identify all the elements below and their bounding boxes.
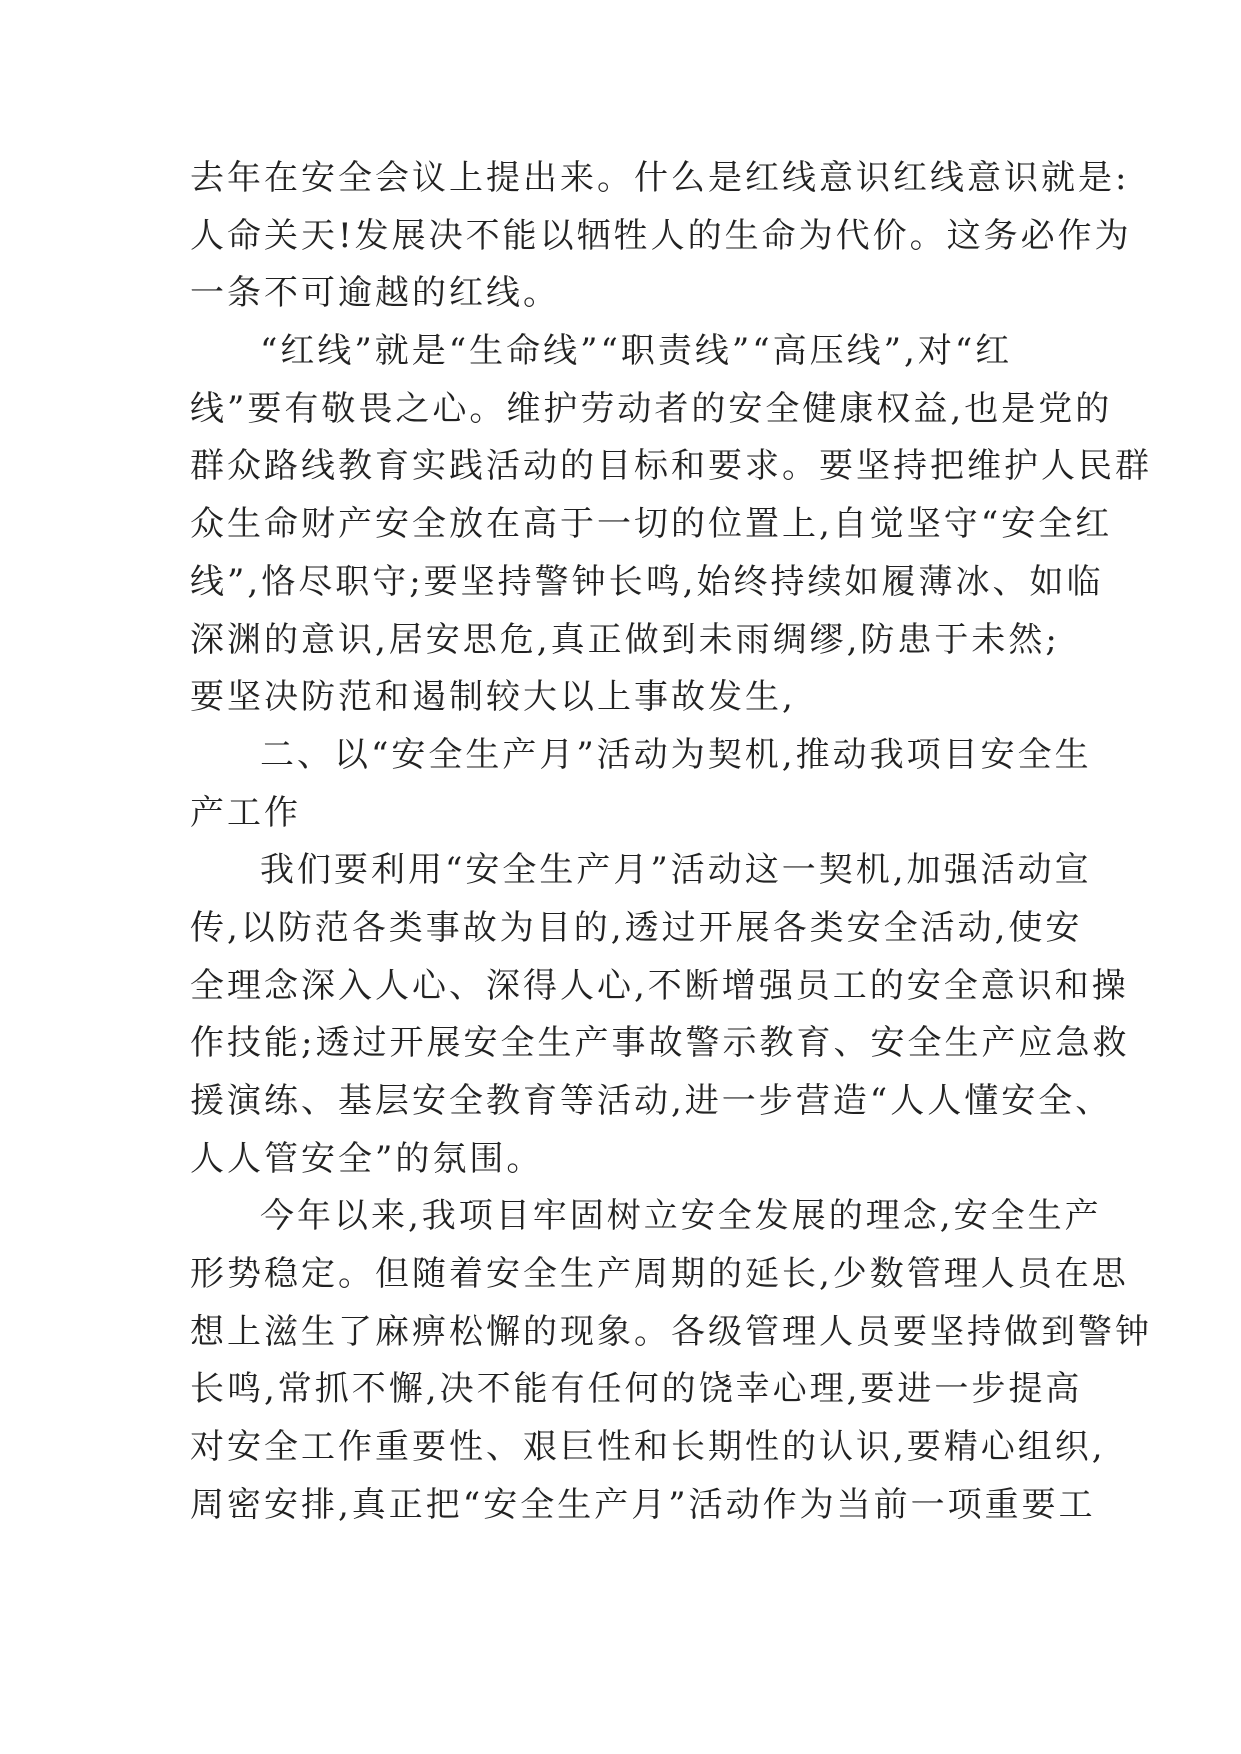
text-line: 传,以防范各类事故为目的,透过开展各类安全活动,使安 bbox=[190, 907, 1083, 948]
text-line: 一条不可逾越的红线。 bbox=[190, 273, 560, 314]
document-body bbox=[190, 150, 1152, 1535]
text-line: 对安全工作重要性、艰巨性和长期性的认识,要精心组织, bbox=[190, 1427, 1106, 1468]
paragraph-first-line: 我们要利用“安全生产月”活动这一契机,加强活动宣 bbox=[260, 850, 1092, 891]
text-line: 人人管安全”的氛围。 bbox=[190, 1138, 544, 1179]
text-line: 线”要有敬畏之心。维护劳动者的安全健康权益,也是党的 bbox=[190, 388, 1113, 429]
text-line: 形势稳定。但随着安全生产周期的延长,少数管理人员在思 bbox=[190, 1254, 1129, 1295]
text-line: 深渊的意识,居安思危,真正做到未雨绸缪,防患于未然; bbox=[190, 619, 1060, 660]
paragraph-first-line: “红线”就是“生命线”“职责线”“高压线”,对“红 bbox=[260, 331, 1013, 372]
text-line: 去年在安全会议上提出来。什么是红线意识红线意识就是: bbox=[190, 158, 1130, 198]
text-line: 长鸣,常抓不懈,决不能有任何的饶幸心理,要进一步提高 bbox=[190, 1369, 1083, 1410]
section-heading: 二、以“安全生产月”活动为契机,推动我项目安全生 bbox=[260, 734, 1092, 775]
text-line: 援演练、基层安全教育等活动,进一步营造“人人懂安全、 bbox=[190, 1081, 1113, 1121]
paragraph-first-line: 今年以来,我项目牢固树立安全发展的理念,安全生产 bbox=[260, 1196, 1102, 1237]
section-heading-continued: 产工作 bbox=[190, 792, 301, 833]
text-line: 线”,恪尽职守;要坚持警钟长鸣,始终持续如履薄冰、如临 bbox=[190, 561, 1104, 602]
text-line: 群众路线教育实践活动的目标和要求。要坚持把维护人民群 bbox=[190, 446, 1152, 487]
text-line: 想上滋生了麻痹松懈的现象。各级管理人员要坚持做到警钟 bbox=[190, 1311, 1152, 1352]
text-line: 全理念深入人心、深得人心,不断增强员工的安全意识和操 bbox=[190, 965, 1129, 1006]
text-line: 周密安排,真正把“安全生产月”活动作为当前一项重要工 bbox=[190, 1484, 1096, 1525]
text-line: 人命关天!发展决不能以牺牲人的生命为代价。这务必作为 bbox=[190, 215, 1132, 256]
text-line: 众生命财产安全放在高于一切的位置上,自觉坚守“安全红 bbox=[190, 504, 1113, 545]
text-line: 要坚决防范和遏制较大以上事故发生, bbox=[190, 677, 796, 718]
text-line: 作技能;透过开展安全生产事故警示教育、安全生产应急救 bbox=[190, 1023, 1130, 1064]
